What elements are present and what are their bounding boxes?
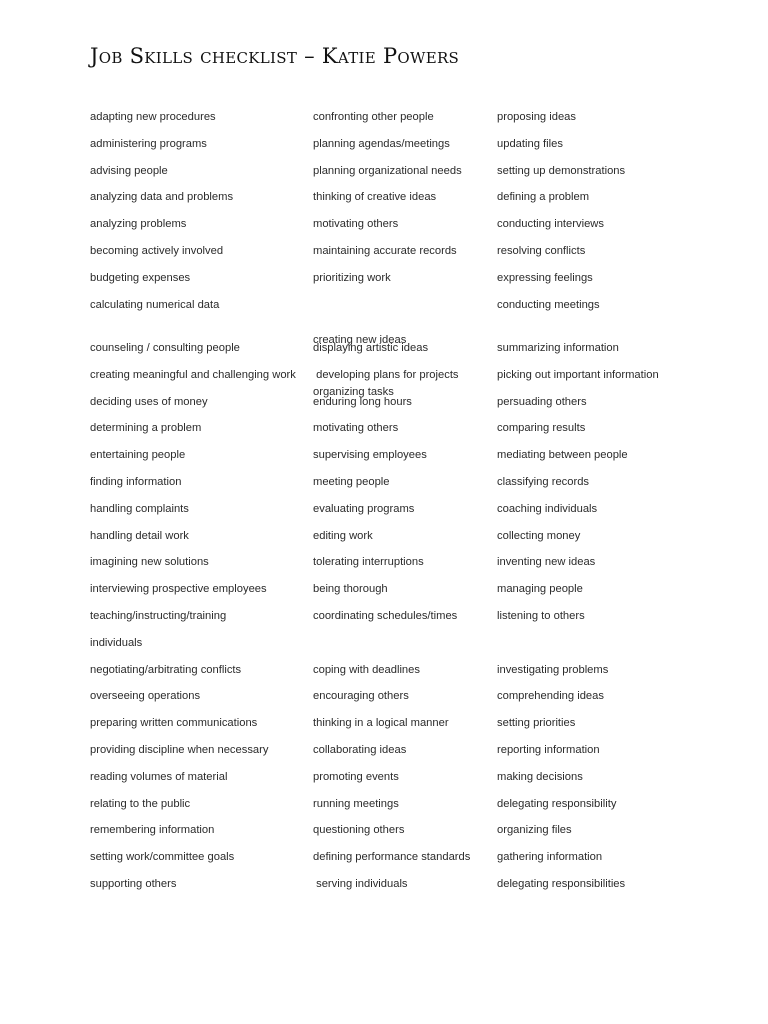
skill-item: managing people [497, 583, 583, 596]
skill-item: teaching/instructing/training [90, 610, 227, 623]
skill-item: thinking of creative ideas [313, 191, 437, 204]
document-title: Job Skills checklist – Katie Powers [90, 44, 460, 68]
skill-item: picking out important information [497, 368, 659, 381]
skill-item: promoting events [313, 770, 399, 783]
skill-item: updating files [497, 137, 563, 150]
skill-item: comprehending ideas [497, 690, 604, 703]
table-row [90, 109, 730, 136]
table-row [90, 474, 730, 501]
skill-item: remembering information [90, 824, 215, 837]
skill-item: setting up demonstrations [497, 164, 626, 177]
skill-item: editing work [313, 529, 373, 542]
skill-item: motivating others [313, 422, 399, 435]
skill-item: reading volumes of material [90, 770, 228, 783]
skill-item: planning agendas/meetings [313, 137, 450, 150]
skill-item: maintaining accurate records [313, 244, 457, 257]
skill-item: defining performance standards [313, 851, 471, 864]
skill-item: imagining new solutions [90, 556, 209, 569]
skill-item: calculating numerical data [90, 298, 220, 311]
skill-item: handling complaints [90, 502, 189, 515]
skill-item: analyzing problems [90, 218, 187, 231]
skill-item: setting priorities [497, 717, 576, 730]
skill-item: finding information [90, 476, 182, 489]
table-row [90, 554, 730, 581]
skills-table [90, 109, 730, 903]
skill-item: comparing results [497, 422, 586, 435]
skill-item: determining a problem [90, 422, 202, 435]
skill-item: delegating responsibility [497, 797, 617, 810]
skill-item: administering programs [90, 137, 207, 150]
skill-item: creating meaningful and challenging work [90, 368, 296, 381]
table-row [90, 189, 730, 216]
table-row [90, 662, 730, 689]
skill-item: becoming actively involved [90, 244, 224, 257]
skill-item: delegating responsibilities [497, 878, 626, 891]
skill-item: relating to the public [90, 797, 191, 810]
table-row [90, 796, 730, 823]
skill-item: investigating problems [497, 663, 609, 676]
table-row [90, 715, 730, 742]
skill-item: making decisions [497, 770, 583, 783]
skill-item: tolerating interruptions [313, 556, 424, 569]
skill-item: encouraging others [313, 690, 409, 703]
table-row [90, 608, 730, 635]
table-row [90, 769, 730, 796]
skill-item: overseeing operations [90, 690, 201, 703]
skill-item: setting work/committee goals [90, 851, 235, 864]
table-row [90, 340, 730, 367]
skill-item: evaluating programs [313, 502, 415, 515]
skill-item: analyzing data and problems [90, 191, 234, 204]
skill-item: conducting meetings [497, 298, 600, 311]
table-row [90, 243, 730, 270]
skill-item: gathering information [497, 851, 603, 864]
skill-item: adapting new procedures [90, 111, 216, 123]
skill-item: prioritizing work [313, 271, 391, 284]
skill-item: motivating others [313, 218, 399, 231]
skill-item: creating new ideas [313, 333, 407, 346]
skill-item: running meetings [313, 797, 399, 810]
table-row [90, 849, 730, 876]
skill-item: coordinating schedules/times [313, 610, 458, 623]
skill-item: interviewing prospective employees [90, 583, 267, 596]
skill-item: collecting money [497, 529, 581, 542]
skill-item: counseling / consulting people [90, 342, 240, 355]
skill-item: handling detail work [90, 529, 189, 542]
table-row [90, 163, 730, 190]
skill-item: preparing written communications [90, 717, 258, 730]
table-row [90, 367, 730, 394]
table-row [90, 136, 730, 163]
table-row [90, 581, 730, 608]
skill-item: listening to others [497, 610, 585, 623]
skill-item: organizing files [497, 824, 572, 837]
table-row [90, 270, 730, 297]
skill-item: collaborating ideas [313, 744, 407, 757]
skill-item: proposing ideas [497, 111, 576, 123]
skill-item: enduring long hours [313, 395, 412, 408]
skill-item: negotiating/arbitrating conflicts [90, 663, 242, 676]
skill-item: organizing tasks [313, 386, 394, 399]
skill-item: being thorough [313, 583, 388, 596]
skill-item: developing plans for projects [313, 368, 459, 381]
skill-item: meeting people [313, 476, 390, 489]
skill-item: mediating between people [497, 449, 628, 462]
table-row [90, 447, 730, 474]
skill-item: supervising employees [313, 449, 427, 462]
table-row [90, 528, 730, 555]
skill-item: coaching individuals [497, 502, 598, 515]
skill-item: resolving conflicts [497, 244, 586, 257]
skill-item: advising people [90, 164, 168, 177]
skill-item: summarizing information [497, 342, 619, 355]
table-row [90, 876, 730, 903]
skill-item: providing discipline when necessary [90, 744, 269, 757]
skill-item: confronting other people [313, 111, 434, 123]
skill-item: inventing new ideas [497, 556, 596, 569]
skill-item: supporting others [90, 878, 177, 891]
skill-item: reporting information [497, 744, 600, 757]
skill-item: budgeting expenses [90, 271, 191, 284]
skill-item: classifying records [497, 476, 590, 489]
table-row [90, 420, 730, 447]
table-row [90, 635, 730, 662]
table-row [90, 216, 730, 243]
table-row [90, 742, 730, 769]
skill-item: questioning others [313, 824, 405, 837]
skill-item: planning organizational needs [313, 164, 462, 177]
skill-item: individuals [90, 636, 143, 649]
skill-item: deciding uses of money [90, 395, 208, 408]
skill-item: conducting interviews [497, 218, 604, 231]
skill-item: thinking in a logical manner [313, 717, 449, 730]
skill-item: defining a problem [497, 191, 590, 204]
table-row [90, 501, 730, 528]
skill-item: persuading others [497, 395, 587, 408]
table-row [90, 822, 730, 849]
skill-item: displaying artistic ideas [313, 342, 429, 355]
skill-item: entertaining people [90, 449, 186, 462]
skill-item: coping with deadlines [313, 663, 420, 676]
table-row [90, 394, 730, 421]
skill-item: serving individuals [313, 878, 408, 891]
table-row [90, 688, 730, 715]
skill-item: expressing feelings [497, 271, 593, 284]
